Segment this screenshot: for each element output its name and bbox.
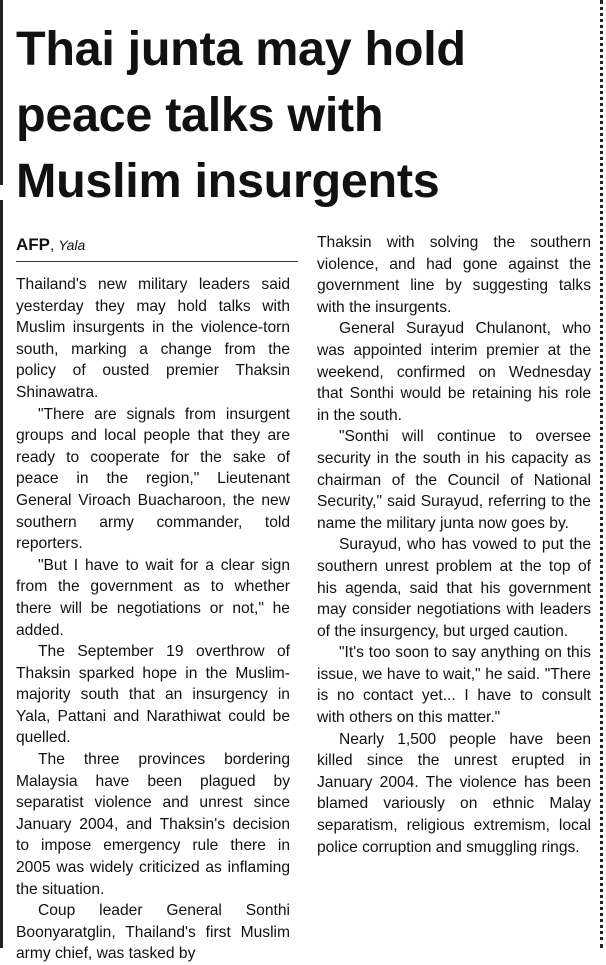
paragraph: General Surayud Chulanont, who was appointed interim premier at the weekend, confirmed on Wednesday that Sonthi would be retaining his role in the south.: [317, 320, 591, 424]
paragraph: Coup leader General Sonthi Boonyaratglin, Thailand's first Muslim army chief, was tasked by: [16, 902, 290, 963]
paragraph: Surayud, who has vowed to put the southern unrest problem at the top of his agenda, said that his government may consider negotiations with leaders of the insurgency, but urged caution.: [317, 536, 591, 640]
paragraph: The September 19 overthrow of Thaksin sparked hope in the Muslim-majority south that an insurgency in Yala, Pattani and Narathiwat could be quelled.: [16, 643, 290, 747]
article-column-two: [317, 232, 591, 858]
paragraph: Nearly 1,500 people have been killed since the unrest erupted in January 2004. The violence has been blamed variously on ethnic Malay separatism, religious extremism, local police corruption and smuggling rings.: [317, 730, 591, 856]
byline: [16, 236, 298, 255]
left-border-rule: [0, 0, 3, 185]
paragraph: "But I have to wait for a clear sign from the government as to whether there will be negotiations or not," he added.: [16, 556, 290, 639]
paragraph: The three provinces bordering Malaysia have been plagued by separatist violence and unrest since January 2004, and Thaksin's decision to impose emergency rule there in 2005 was widely criticized as inflaming the situation.: [16, 751, 290, 898]
headline-line: Muslim insurgents: [16, 154, 440, 208]
news-agency: AFP: [16, 235, 50, 254]
headline-line: peace talks with: [16, 88, 384, 142]
paragraph: Thaksin with solving the southern violence, and had gone against the government line by suggesting talks with the insurgents.: [317, 234, 591, 316]
dotted-cut-line: [600, 0, 603, 948]
byline-separator: ,: [50, 237, 55, 254]
dateline-place: Yala: [58, 237, 86, 253]
paragraph: "Sonthi will continue to oversee security in the south in his capacity as chairman of the Council of National Security," said Surayud, referring to the name the military junta now goes by.: [317, 428, 591, 532]
article-column-one: [16, 274, 290, 965]
byline-divider: [16, 261, 298, 262]
headline: [16, 16, 594, 214]
paragraph: "It's too soon to say anything on this issue, we have to wait," he said. "There is no contact yet... I have to consult with others on this matter.": [317, 644, 591, 727]
paragraph: Thailand's new military leaders said yesterday they may hold talks with Muslim insurgents in the violence-torn south, marking a change from the policy of ousted premier Thaksin Shinawatra.: [16, 276, 290, 401]
left-border-rule: [0, 200, 3, 948]
headline-line: Thai junta may hold: [16, 22, 466, 76]
paragraph: "There are signals from insurgent groups and local people that they are ready to cooperate for the sake of peace in the region," Lieutenant General Viroach Buacharoon, the new southern army commander, told reporters.: [16, 405, 290, 553]
